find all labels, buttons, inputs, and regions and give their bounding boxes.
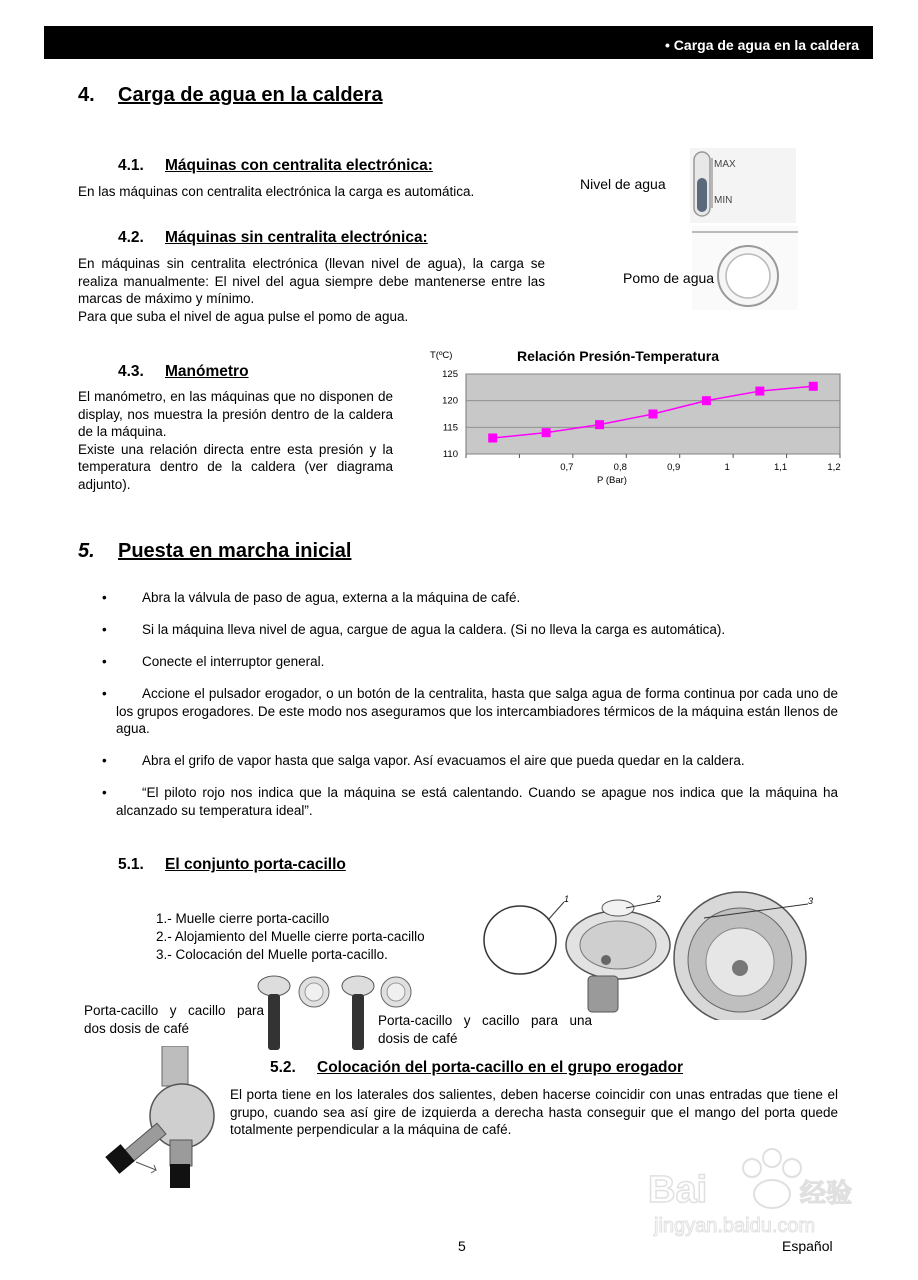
callout-line (548, 902, 564, 920)
section42-number: 4.2. (118, 229, 144, 246)
chart-xtick-label: 0,8 (613, 462, 627, 473)
svg-text:jingyan.baidu.com: jingyan.baidu.com (654, 1215, 816, 1237)
section4-title: Carga de agua en la caldera (118, 84, 383, 106)
pressure-temperature-chart (420, 340, 850, 490)
section41-number: 4.1. (118, 157, 144, 174)
chart-ytick-label: 115 (442, 422, 458, 434)
porta-two-dose-image (258, 976, 329, 1050)
gauge-min-label: MIN (714, 195, 733, 206)
section52-text: El porta tiene en los laterales dos salientes, deben hacerse coincidir con unas entradas que tiene el grupo, cuando sea así gire de izquierda a derecha hasta conseguir que el mango del porta quede totalmente perpendicular a la máquina de café. (230, 1087, 838, 1137)
chart-ytick-label: 110 (442, 449, 458, 460)
bullet-dot: • (102, 590, 107, 605)
chart-xtick-label: 0,7 (560, 462, 574, 473)
bullet-text: “El piloto rojo nos indica que la máquina se está calentando. Cuando se apague nos indica que la máquina ha alcanzado su temperatura ideal”. (116, 785, 838, 818)
label-one-dose: Porta-cacillo y cacillo para una dosis de café (378, 1013, 592, 1046)
bullet-item (102, 589, 838, 607)
chart-data-point (542, 428, 551, 437)
bullet-item (102, 653, 838, 671)
header-bar (44, 26, 873, 59)
svg-text:经验: 经验 (800, 1178, 853, 1208)
chart-data-point (488, 434, 497, 443)
porta-cacillo-parts-image (478, 890, 840, 1020)
section42-text1: En máquinas sin centralita electrónica (llevan nivel de agua), la carga se realiza manualmente: El nivel del agua siempre debe mantenerse entre las marcas de máximo y mínimo. (78, 256, 545, 306)
bullet-item (102, 621, 838, 639)
chart-data-point (595, 420, 604, 429)
bullet-item (102, 784, 838, 819)
section5-title: Puesta en marcha inicial (118, 540, 352, 562)
section51-title: El conjunto porta-cacillo (165, 856, 346, 873)
section43-text1: El manómetro, en las máquinas que no disponen de display, nos muestra la presión dentro de la caldera de la máquina. (78, 389, 393, 439)
chart-ytick-label: 125 (442, 369, 458, 380)
section41-text: En las máquinas con centralita electrónica la carga es automática. (78, 184, 475, 199)
header-title-text: Carga de agua en la caldera (673, 37, 859, 53)
bullet-dot: • (102, 654, 107, 669)
gauge-label: Nivel de agua (580, 176, 666, 192)
bullet-dot: • (102, 785, 107, 800)
language-label: Español (782, 1238, 833, 1254)
section42-heading (118, 229, 428, 247)
section42-title: Máquinas sin centralita electrónica: (165, 229, 428, 246)
section4-number: 4. (78, 84, 95, 106)
knob-label: Pomo de agua (623, 270, 715, 286)
list-item: 1.- Muelle cierre porta-cacillo (156, 911, 330, 926)
section52-number: 5.2. (270, 1059, 296, 1076)
label-two-dose: Porta-cacillo y cacillo para dos dosis de café (84, 1003, 264, 1036)
water-level-gauge-image (690, 148, 796, 223)
callout-2: 2 (656, 894, 662, 904)
svg-text:Bai: Bai (648, 1169, 708, 1211)
section42-text2: Para que suba el nivel de agua pulse el pomo de agua. (78, 308, 409, 324)
section43-title: Manómetro (165, 363, 249, 380)
chart-xlabel: P (Bar) (597, 475, 627, 486)
bullet-text: Abra la válvula de paso de agua, externa a la máquina de café. (142, 590, 521, 605)
section43-heading (118, 363, 249, 381)
chart-ytick-label: 120 (442, 395, 458, 407)
bullet-text: Si la máquina lleva nivel de agua, cargue de agua la caldera. (Si no lleva la carga es automática). (142, 622, 726, 637)
section41-title: Máquinas con centralita electrónica: (165, 157, 433, 174)
bullet-item (102, 752, 838, 770)
page-number: 5 (458, 1238, 466, 1254)
chart-ylabel: T(ºC) (430, 350, 453, 361)
chart-xtick-label: 0,9 (667, 462, 681, 473)
header-title: • Carga de agua en la caldera (665, 37, 859, 53)
bullet-item (102, 685, 838, 738)
section43-text (78, 388, 393, 493)
group-head-image (104, 1046, 216, 1192)
rotate-arrow-icon (136, 1162, 156, 1173)
bullet-dot: • (102, 622, 107, 637)
section43-text2: Existe una relación directa entre esta presión y la temperatura dentro de la caldera (ver diagrama adjunto). (78, 441, 393, 492)
section5-heading (78, 540, 351, 563)
callout-1: 1 (564, 894, 570, 904)
callout-3: 3 (808, 896, 814, 906)
chart-xtick-label: 1,2 (827, 462, 841, 473)
group-image (674, 892, 806, 1020)
section4-heading (78, 84, 383, 107)
chart-data-point (809, 382, 818, 391)
bullet-text: Abra el grifo de vapor hasta que salga vapor. Así evacuamos el aire que pueda quedar en la caldera. (142, 753, 745, 768)
section51-number: 5.1. (118, 856, 144, 873)
holder-image (566, 900, 670, 1012)
chart-data-point (649, 410, 658, 419)
section41-heading (118, 157, 433, 175)
bullet-text: Conecte el interruptor general. (142, 654, 325, 669)
section5-number: 5. (78, 540, 95, 562)
gauge-max-label: MAX (714, 159, 736, 170)
bullet-dot: • (102, 686, 107, 701)
section52-title: Colocación del porta-cacillo en el grupo erogador (317, 1059, 684, 1076)
chart-data-point (755, 387, 764, 396)
chart-data-point (702, 396, 711, 405)
list-item: 2.- Alojamiento del Muelle cierre porta-cacillo (156, 929, 425, 944)
baidu-watermark-logo (640, 1140, 870, 1250)
section51-heading (118, 856, 346, 874)
chart-title: Relación Presión-Temperatura (516, 348, 720, 364)
bullet-text: Accione el pulsador erogador, o un botón de la centralita, hasta que salga agua de forma continua por cada uno de los grupos erogadores. De este modo nos aseguramos que los intercambiadores térmicos de la máquina están llenos de agua. (116, 686, 838, 736)
section51-list (156, 910, 425, 964)
water-knob-image (692, 226, 798, 310)
section52-heading (270, 1059, 683, 1077)
bullet-dot: • (102, 753, 107, 768)
chart-xtick-label: 1,1 (773, 462, 788, 473)
chart-xtick-label: 1 (724, 462, 730, 473)
spring-ring-image (484, 906, 556, 974)
section42-text (78, 255, 545, 325)
list-item: 3.- Colocación del Muelle porta-cacillo. (156, 947, 388, 962)
section43-number: 4.3. (118, 363, 144, 380)
